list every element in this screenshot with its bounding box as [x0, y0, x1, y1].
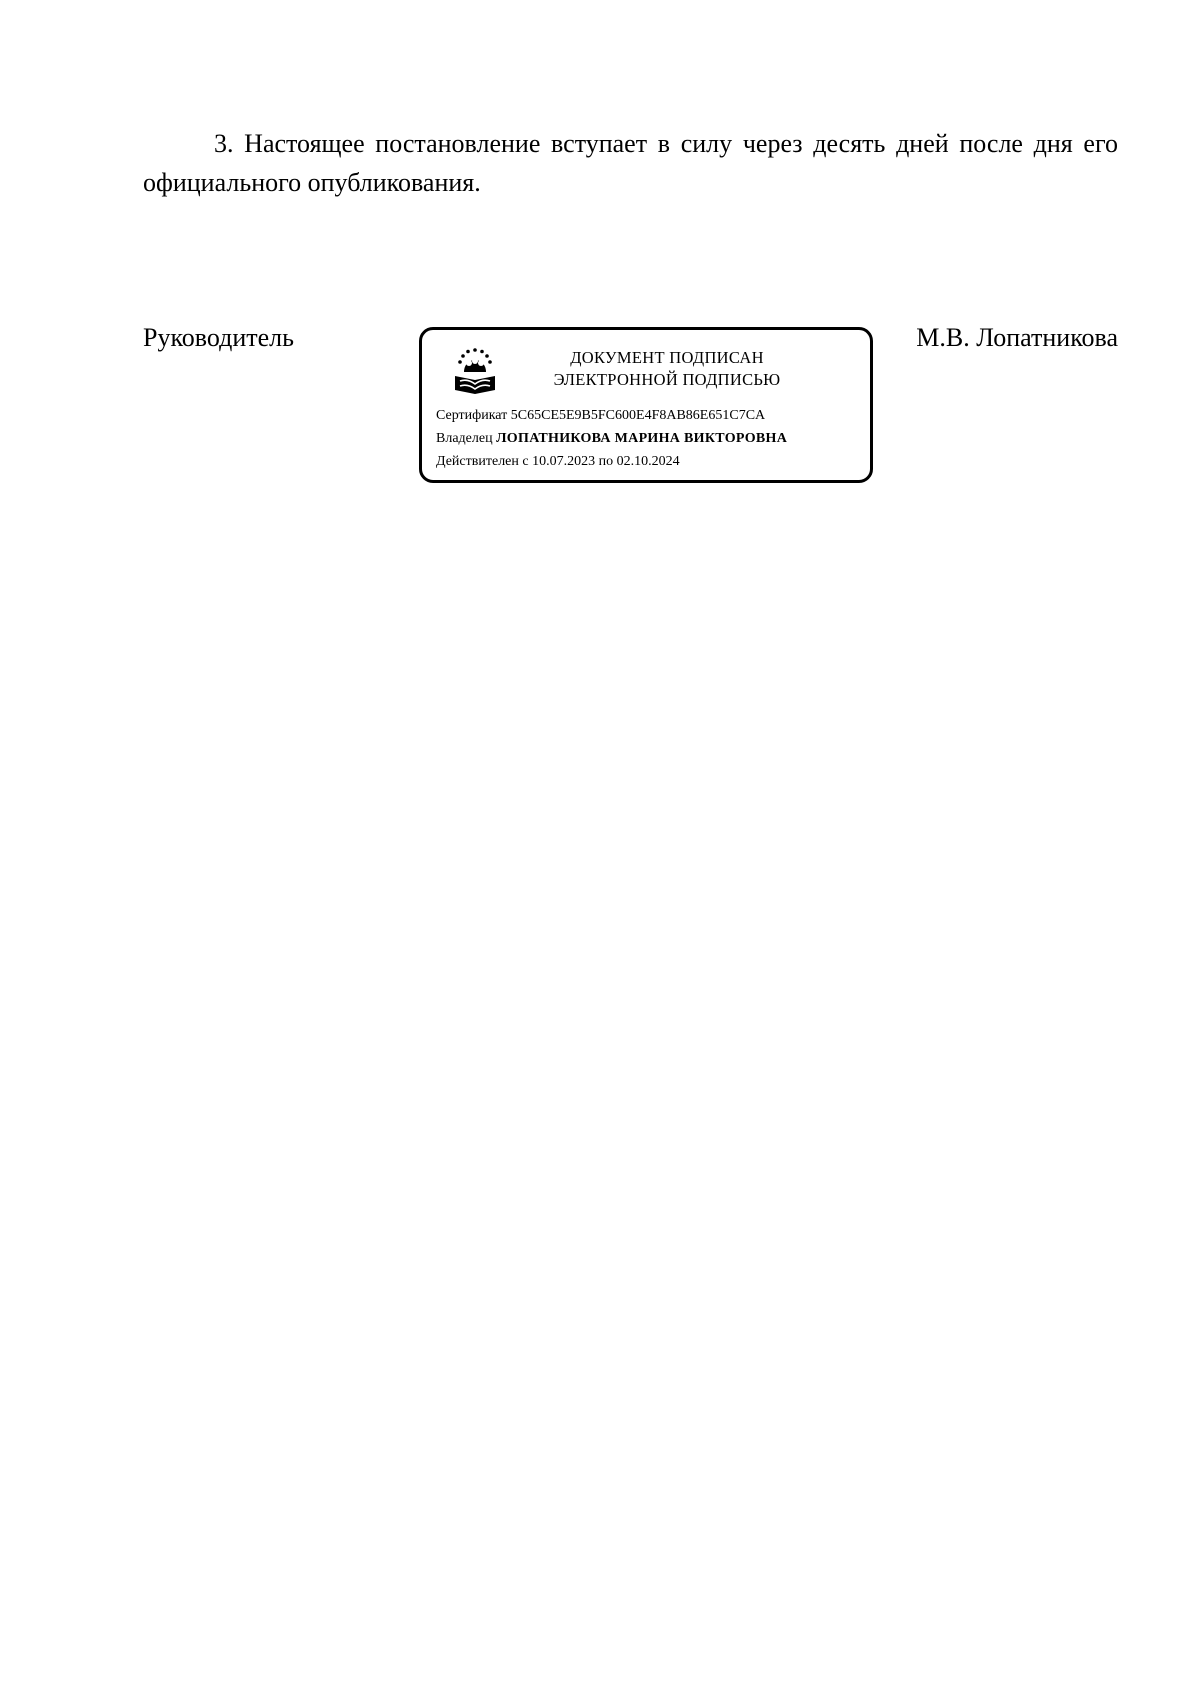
- signatory-name: М.В. Лопатникова: [916, 323, 1118, 352]
- owner-label: Владелец: [436, 431, 493, 446]
- stamp-heading: [522, 347, 812, 391]
- valid-from-label: с: [522, 454, 529, 469]
- certificate-label: Сертификат: [436, 408, 508, 423]
- certificate-value: 5C65CE5E9B5FC600E4F8AB86E651C7CA: [510, 408, 766, 423]
- paragraph-3: 3. Настоящее постановление вступает в силу через десять дней после дня его официального опубликования.: [143, 129, 1118, 197]
- certificate-row: [436, 407, 765, 425]
- valid-to-date: 02.10.2024: [616, 454, 680, 469]
- signatory-position: Руководитель: [143, 323, 294, 352]
- validity-row: [436, 453, 680, 471]
- valid-to-label: по: [598, 454, 614, 469]
- e-signature-stamp: [419, 327, 873, 483]
- stamp-heading-line1: ДОКУМЕНТ ПОДПИСАН: [570, 348, 764, 367]
- owner-value: ЛОПАТНИКОВА МАРИНА ВИКТОРОВНА: [496, 431, 788, 446]
- owner-row: [436, 430, 787, 448]
- valid-label: Действителен: [436, 454, 519, 469]
- stamp-heading-line2: ЭЛЕКТРОННОЙ ПОДПИСЬЮ: [553, 370, 781, 389]
- valid-from-date: 10.07.2023: [532, 454, 596, 469]
- coat-of-arms-icon: [452, 346, 498, 398]
